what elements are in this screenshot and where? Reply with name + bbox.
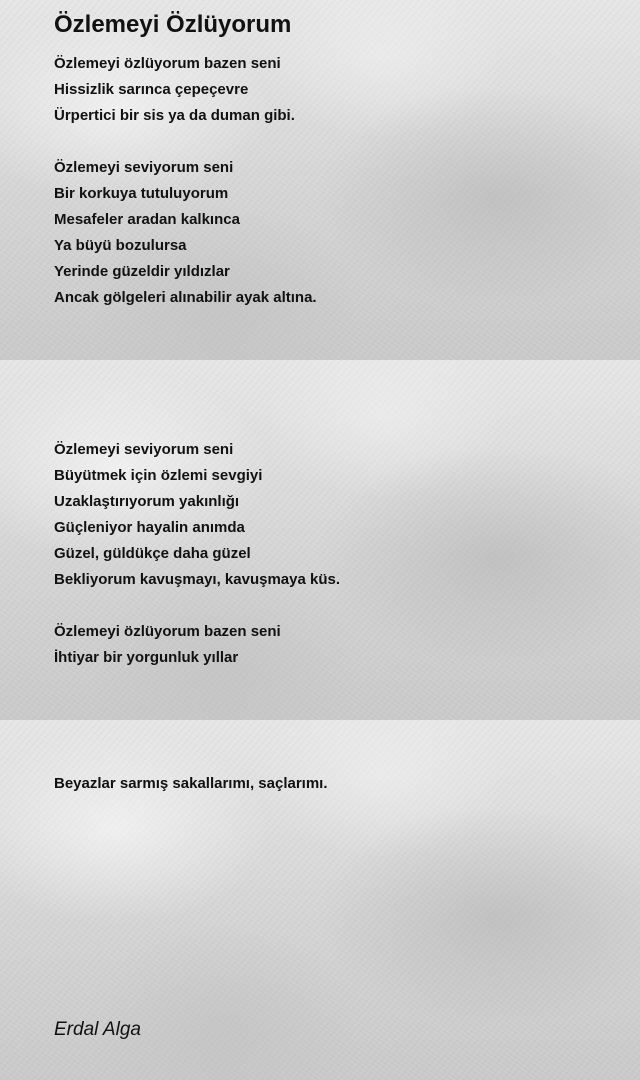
poem-line: Özlemeyi özlüyorum bazen seni [54, 623, 281, 640]
poem-author: Erdal Alga [54, 1019, 141, 1040]
poem-line: Beyazlar sarmış sakallarımı, saçlarımı. [54, 775, 328, 792]
poem-line: Hissizlik sarınca çepeçevre [54, 81, 249, 98]
poem-title: Özlemeyi Özlüyorum [54, 11, 292, 38]
poem-line: Özlemeyi özlüyorum bazen seni [54, 55, 281, 72]
poem-line: Ya büyü bozulursa [54, 237, 187, 254]
poem-line: Ancak gölgeleri alınabilir ayak altına. [54, 289, 317, 306]
stanza-5 [54, 771, 328, 797]
poem-line: Bekliyorum kavuşmayı, kavuşmaya küs. [54, 571, 340, 588]
poem-line: Özlemeyi seviyorum seni [54, 159, 234, 176]
poem-line: Mesafeler aradan kalkınca [54, 211, 240, 228]
stanza-1 [54, 51, 295, 129]
poem-line: İhtiyar bir yorgunluk yıllar [54, 649, 239, 666]
stanza-3 [54, 437, 340, 593]
poem-line: Ürpertici bir sis ya da duman gibi. [54, 107, 295, 124]
stanza-2 [54, 155, 317, 311]
poem-line: Özlemeyi seviyorum seni [54, 441, 234, 458]
stanza-4 [54, 619, 281, 671]
poem-line: Güçleniyor hayalin anımda [54, 519, 245, 536]
poem-line: Yerinde güzeldir yıldızlar [54, 263, 230, 280]
poem-line: Güzel, güldükçe daha güzel [54, 545, 251, 562]
poem-line: Büyütmek için özlemi sevgiyi [54, 467, 263, 484]
poem-line: Uzaklaştırıyorum yakınlığı [54, 493, 240, 510]
poem-line: Bir korkuya tutuluyorum [54, 185, 229, 202]
